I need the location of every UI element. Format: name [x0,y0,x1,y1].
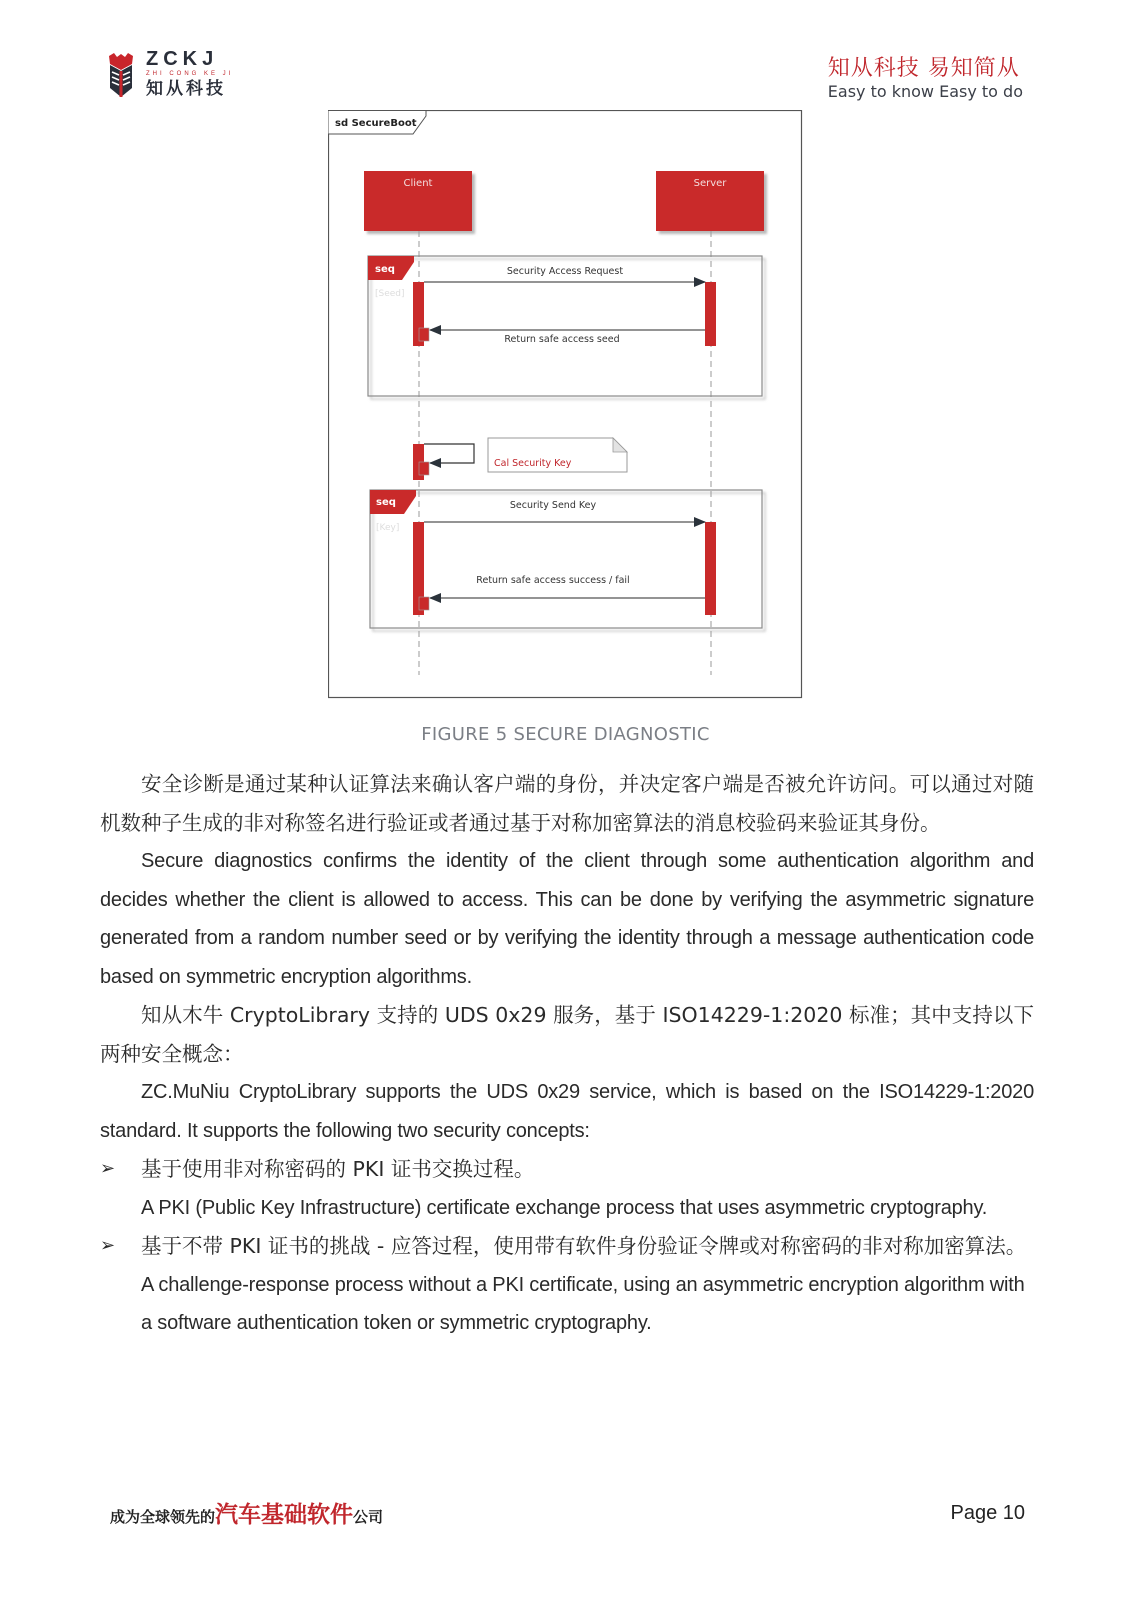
message-return-seed-label: Return safe access seed [504,334,620,345]
client-activation-key-nested [419,597,429,610]
note-label: Cal Security Key [494,458,572,469]
footer-slogan-highlight: 汽车基础软件 [215,1502,354,1528]
seq-fragment-seed-operator: seq [375,264,395,275]
client-activation-nested [419,328,429,341]
footer-slogan [110,1500,383,1532]
company-logo [106,48,326,106]
message-return-result-label: Return safe access success / fail [476,575,630,586]
slogan-english: Easy to know Easy to do [827,82,1023,101]
frame-title: sd SecureBoot [335,118,417,129]
footer-slogan-suffix: 公司 [353,1508,384,1526]
bullet-item [100,1150,1034,1227]
paragraph-1-chinese: 安全诊断是通过某种认证算法来确认客户端的身份，并决定客户端是否被允许访问。可以通过对随机数种子生成的非对称签名进行验证或者通过基于对称加密算法的消息校验码来验证其身份。 [100,772,1034,835]
bullet-english: A PKI (Public Key Infrastructure) certificate exchange process that uses asymmetric cryptography. [141,1196,988,1219]
page-number: Page 10 [950,1502,1025,1524]
slogan-chinese: 知从科技 易知简从 [827,56,1020,81]
server-activation [705,282,716,346]
sequence-diagram-canvas [328,110,803,700]
header-slogan [828,56,1023,102]
client-lifeline-label: Client [403,178,433,189]
bullet-chinese: 基于不带 PKI 证书的挑战 - 应答过程，使用带有软件身份验证令牌或对称密码的非对称加密算法。 [141,1234,1027,1258]
logo-latin-text: ZCKJ [146,48,219,70]
body-content [100,765,1034,1343]
logo-pinyin-text: ZHI CONG KE JI [146,71,234,77]
seq-fragment-seed-guard: [Seed] [375,289,405,299]
server-activation-key [705,522,716,615]
sequence-diagram [328,110,803,700]
client-self-activation-nested [419,462,429,475]
footer-slogan-prefix: 成为全球领先的 [110,1508,216,1526]
seq-fragment-key-guard: [Key] [376,523,400,533]
message-send-key-label: Security Send Key [509,500,597,511]
arrow-bullet-icon: ➢ [100,1158,116,1179]
bullet-chinese: 基于使用非对称密码的 PKI 证书交换过程。 [141,1157,535,1181]
paragraph-2-english: ZC.MuNiu CryptoLibrary supports the UDS 0x29 service, which is based on the ISO14229-1:2020 standard. It supports the following two security concepts: [100,1081,1034,1142]
logo-chinese-text: 知从科技 [146,79,226,99]
company-crest-icon [106,52,136,98]
bullet-english: A challenge-response process without a PKI certificate, using an asymmetric encryption algorithm with a software authentication token or symmetric cryptography. [141,1273,1025,1334]
bullet-item [100,1227,1034,1343]
arrow-bullet-icon: ➢ [100,1235,116,1256]
figure-caption: FIGURE 5 SECURE DIAGNOSTIC [421,724,710,745]
seq-fragment-key-operator: seq [376,497,396,508]
paragraph-1-english: Secure diagnostics confirms the identity of the client through some authentication algorithm and decides whether the client is allowed to access. This can be done by verifying the asymmetric signature generated from a random number seed or by verifying the identity through a message authentication code based on symmetric encryption algorithms. [100,850,1034,988]
logo-text-stack [146,48,233,100]
server-lifeline-label: Server [693,178,727,189]
paragraph-2-chinese: 知从木牛 CryptoLibrary 支持的 UDS 0x29 服务，基于 ISO14229-1:2020 标准；其中支持以下两种安全概念： [100,1003,1034,1066]
message-request-label: Security Access Request [506,266,624,277]
